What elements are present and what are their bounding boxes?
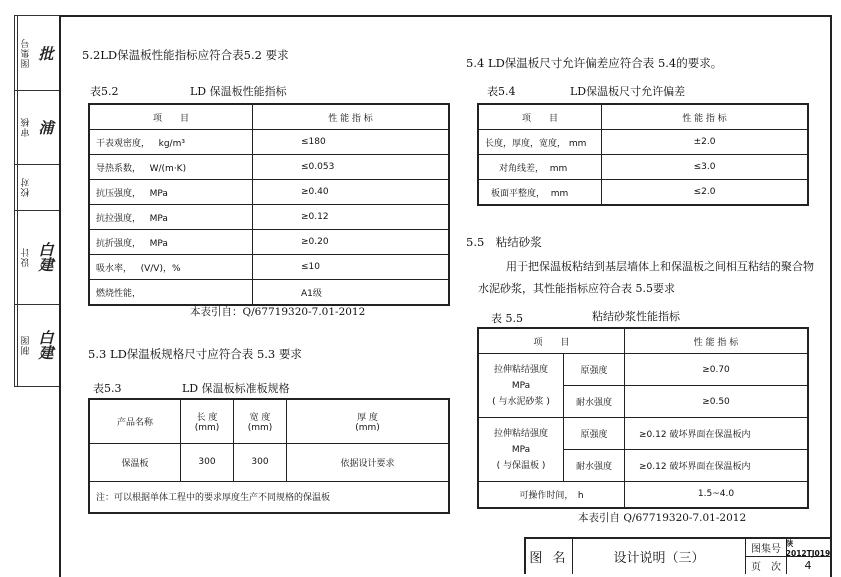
row-name: 干表观密度，	[96, 138, 151, 149]
section-5-3-heading: 5.3 LD保温板规格尺寸应符合表 5.3 要求	[88, 347, 302, 361]
header-thickness-unit: (mm)	[355, 422, 380, 433]
atlas-number-label: 图集号	[745, 539, 787, 557]
cell-length: 300	[181, 443, 234, 481]
table-5-3-title: LD 保温板标准板规格	[182, 382, 290, 395]
header-product: 产品名称	[89, 399, 181, 443]
row-value: ≤180	[253, 130, 450, 155]
sub-value: ≥0.12 破坏界面在保温板内	[625, 418, 809, 450]
row-name: 吸水率，	[96, 263, 133, 274]
sub-value: ≥0.50	[625, 386, 809, 418]
row-unit: kg/m³	[158, 138, 185, 149]
row-value: ≤10	[253, 255, 450, 280]
signature-mark: 批	[36, 45, 55, 61]
header-value: 性 能 指 标	[602, 104, 809, 130]
row-name: 长度，厚度，宽度，	[485, 138, 567, 149]
strip-cell	[15, 164, 59, 211]
group-label-line: ( 与保温板 )	[496, 460, 546, 471]
page-number: 4	[804, 559, 812, 572]
group-label-line: 拉伸粘结强度	[493, 364, 548, 375]
strip-label: 图集号	[17, 16, 34, 90]
table-header-row	[89, 399, 449, 443]
row-value: ≥0.20	[253, 230, 450, 255]
strip-cell	[15, 304, 59, 386]
strip-label: 校对	[17, 164, 34, 210]
row-value: ≥0.40	[253, 180, 450, 205]
header-thickness-label: 厚 度	[357, 412, 378, 423]
table-5-3-number: 表5.3	[93, 382, 122, 395]
table-5-4-title: LD保温板尺寸允许偏差	[570, 85, 686, 98]
strip-cell	[15, 90, 59, 165]
cell-width: 300	[234, 443, 287, 481]
row-name: 对角线差，	[499, 163, 545, 174]
table-row	[89, 180, 449, 205]
signature-mark: 白建	[36, 242, 55, 272]
header-width-unit: (mm)	[247, 422, 273, 433]
cell-product: 保温板	[89, 443, 181, 481]
row-value: A1级	[253, 280, 450, 306]
figure-name-label: 图 名	[526, 539, 573, 574]
row-name: 抗折强度，	[96, 238, 142, 249]
table-row	[478, 354, 808, 386]
table-row	[478, 482, 808, 508]
row-unit: mm	[549, 163, 568, 174]
sub-item: 原强度	[564, 354, 625, 386]
table-row	[89, 280, 449, 306]
strip-label: 审核	[17, 90, 34, 164]
row-name: 导热系数，	[96, 163, 142, 174]
sub-item: 耐水强度	[564, 386, 625, 418]
table-row	[89, 255, 449, 280]
strip-label: 制图	[17, 304, 34, 386]
table-5-4	[477, 103, 809, 206]
row-unit: mm	[550, 188, 569, 199]
figure-name: 设计说明（三）	[613, 551, 705, 566]
table-row	[478, 418, 808, 450]
table-row	[478, 155, 808, 180]
section-5-4-heading: 5.4 LD保温板尺寸允许偏差应符合表 5.4的要求。	[466, 56, 723, 70]
header-item: 项 目	[89, 104, 253, 130]
group-label-board	[478, 418, 564, 482]
row-name: 可操作时间， h	[478, 482, 625, 508]
row-unit: MPa	[149, 238, 168, 249]
table-5-5-source: 本表引自 Q/67719320-7.01-2012	[578, 512, 747, 524]
table-note-row	[89, 481, 449, 513]
table-5-5	[477, 327, 809, 509]
row-value: 1.5~4.0	[625, 482, 809, 508]
table-5-3	[88, 398, 450, 514]
section-5-5-heading: 5.5 粘结砂浆	[466, 235, 542, 249]
sub-value: ≥0.70	[625, 354, 809, 386]
row-value: ≤3.0	[602, 155, 809, 180]
row-value: ≤2.0	[602, 180, 809, 206]
group-label-line: ( 与水泥砂浆 )	[492, 396, 550, 407]
table-row	[478, 180, 808, 206]
row-name: 抗压强度，	[96, 188, 142, 199]
table-row	[89, 443, 449, 481]
header-item: 项 目	[478, 328, 625, 354]
row-value: ±2.0	[602, 130, 809, 155]
row-unit: MPa	[149, 213, 168, 224]
row-value: ≤0.053	[253, 155, 450, 180]
table-row	[89, 130, 449, 155]
row-unit: mm	[568, 138, 587, 149]
header-width-label: 宽 度	[249, 412, 271, 423]
strip-cell	[15, 16, 59, 91]
row-value: ≥0.12	[253, 205, 450, 230]
row-unit: MPa	[149, 188, 168, 199]
table-5-2-number: 表5.2	[90, 85, 119, 98]
section-5-5-paragraph-line1: 用于把保温板粘结到基层墙体上和保温板之间相互粘结的聚合物	[506, 260, 814, 273]
table-row	[89, 205, 449, 230]
page-number-label: 页 次	[745, 557, 787, 574]
table-5-2	[88, 103, 450, 306]
sub-item: 原强度	[564, 418, 625, 450]
table-note: 注：可以根据单体工程中的要求厚度生产不同规格的保温板	[89, 481, 449, 513]
table-5-2-title: LD 保温板性能指标	[190, 85, 287, 98]
title-block	[524, 537, 830, 574]
header-width	[234, 399, 287, 443]
header-length	[181, 399, 234, 443]
row-name: 燃烧性能，	[96, 288, 142, 299]
table-5-4-number: 表5.4	[487, 85, 516, 98]
strip-label: 设计	[17, 210, 34, 304]
row-name: 板面平整度，	[491, 188, 546, 199]
row-unit: W/(m·K)	[149, 163, 187, 174]
table-row	[89, 155, 449, 180]
header-thickness	[287, 399, 450, 443]
signature-mark: 浦	[36, 119, 55, 135]
group-label-mortar	[478, 354, 564, 418]
section-5-5-paragraph-line2: 水泥砂浆，其性能指标应符合表 5.5要求	[478, 282, 675, 295]
header-value: 性 能 指 标	[253, 104, 450, 130]
group-label-line: MPa	[511, 444, 531, 455]
sub-item: 耐水强度	[564, 450, 625, 482]
header-length-label: 长 度	[196, 412, 218, 423]
table-5-2-source: 本表引自：Q/67719320-7.01-2012	[190, 306, 366, 318]
row-name: 抗拉强度，	[96, 213, 142, 224]
section-5-2-heading: 5.2LD保温板性能指标应符合表5.2 要求	[82, 48, 289, 62]
group-label-line: 拉伸粘结强度	[493, 428, 548, 439]
header-value: 性 能 指 标	[625, 328, 809, 354]
table-5-5-number: 表 5.5	[491, 312, 523, 325]
header-item: 项 目	[478, 104, 602, 130]
header-length-unit: (mm)	[194, 422, 220, 433]
table-row	[478, 130, 808, 155]
table-row	[89, 230, 449, 255]
table-5-5-title: 粘结砂浆性能指标	[592, 310, 680, 323]
sub-value: ≥0.12 破坏界面在保温板内	[625, 450, 809, 482]
strip-cell	[15, 210, 59, 305]
group-label-line: MPa	[511, 380, 531, 391]
cell-thickness: 依据设计要求	[287, 443, 450, 481]
signature-strip	[14, 15, 60, 387]
signature-mark: 白建	[36, 330, 55, 360]
row-unit: (V/V)，%	[140, 263, 181, 274]
atlas-number: 陕2012TJ019	[785, 538, 831, 558]
